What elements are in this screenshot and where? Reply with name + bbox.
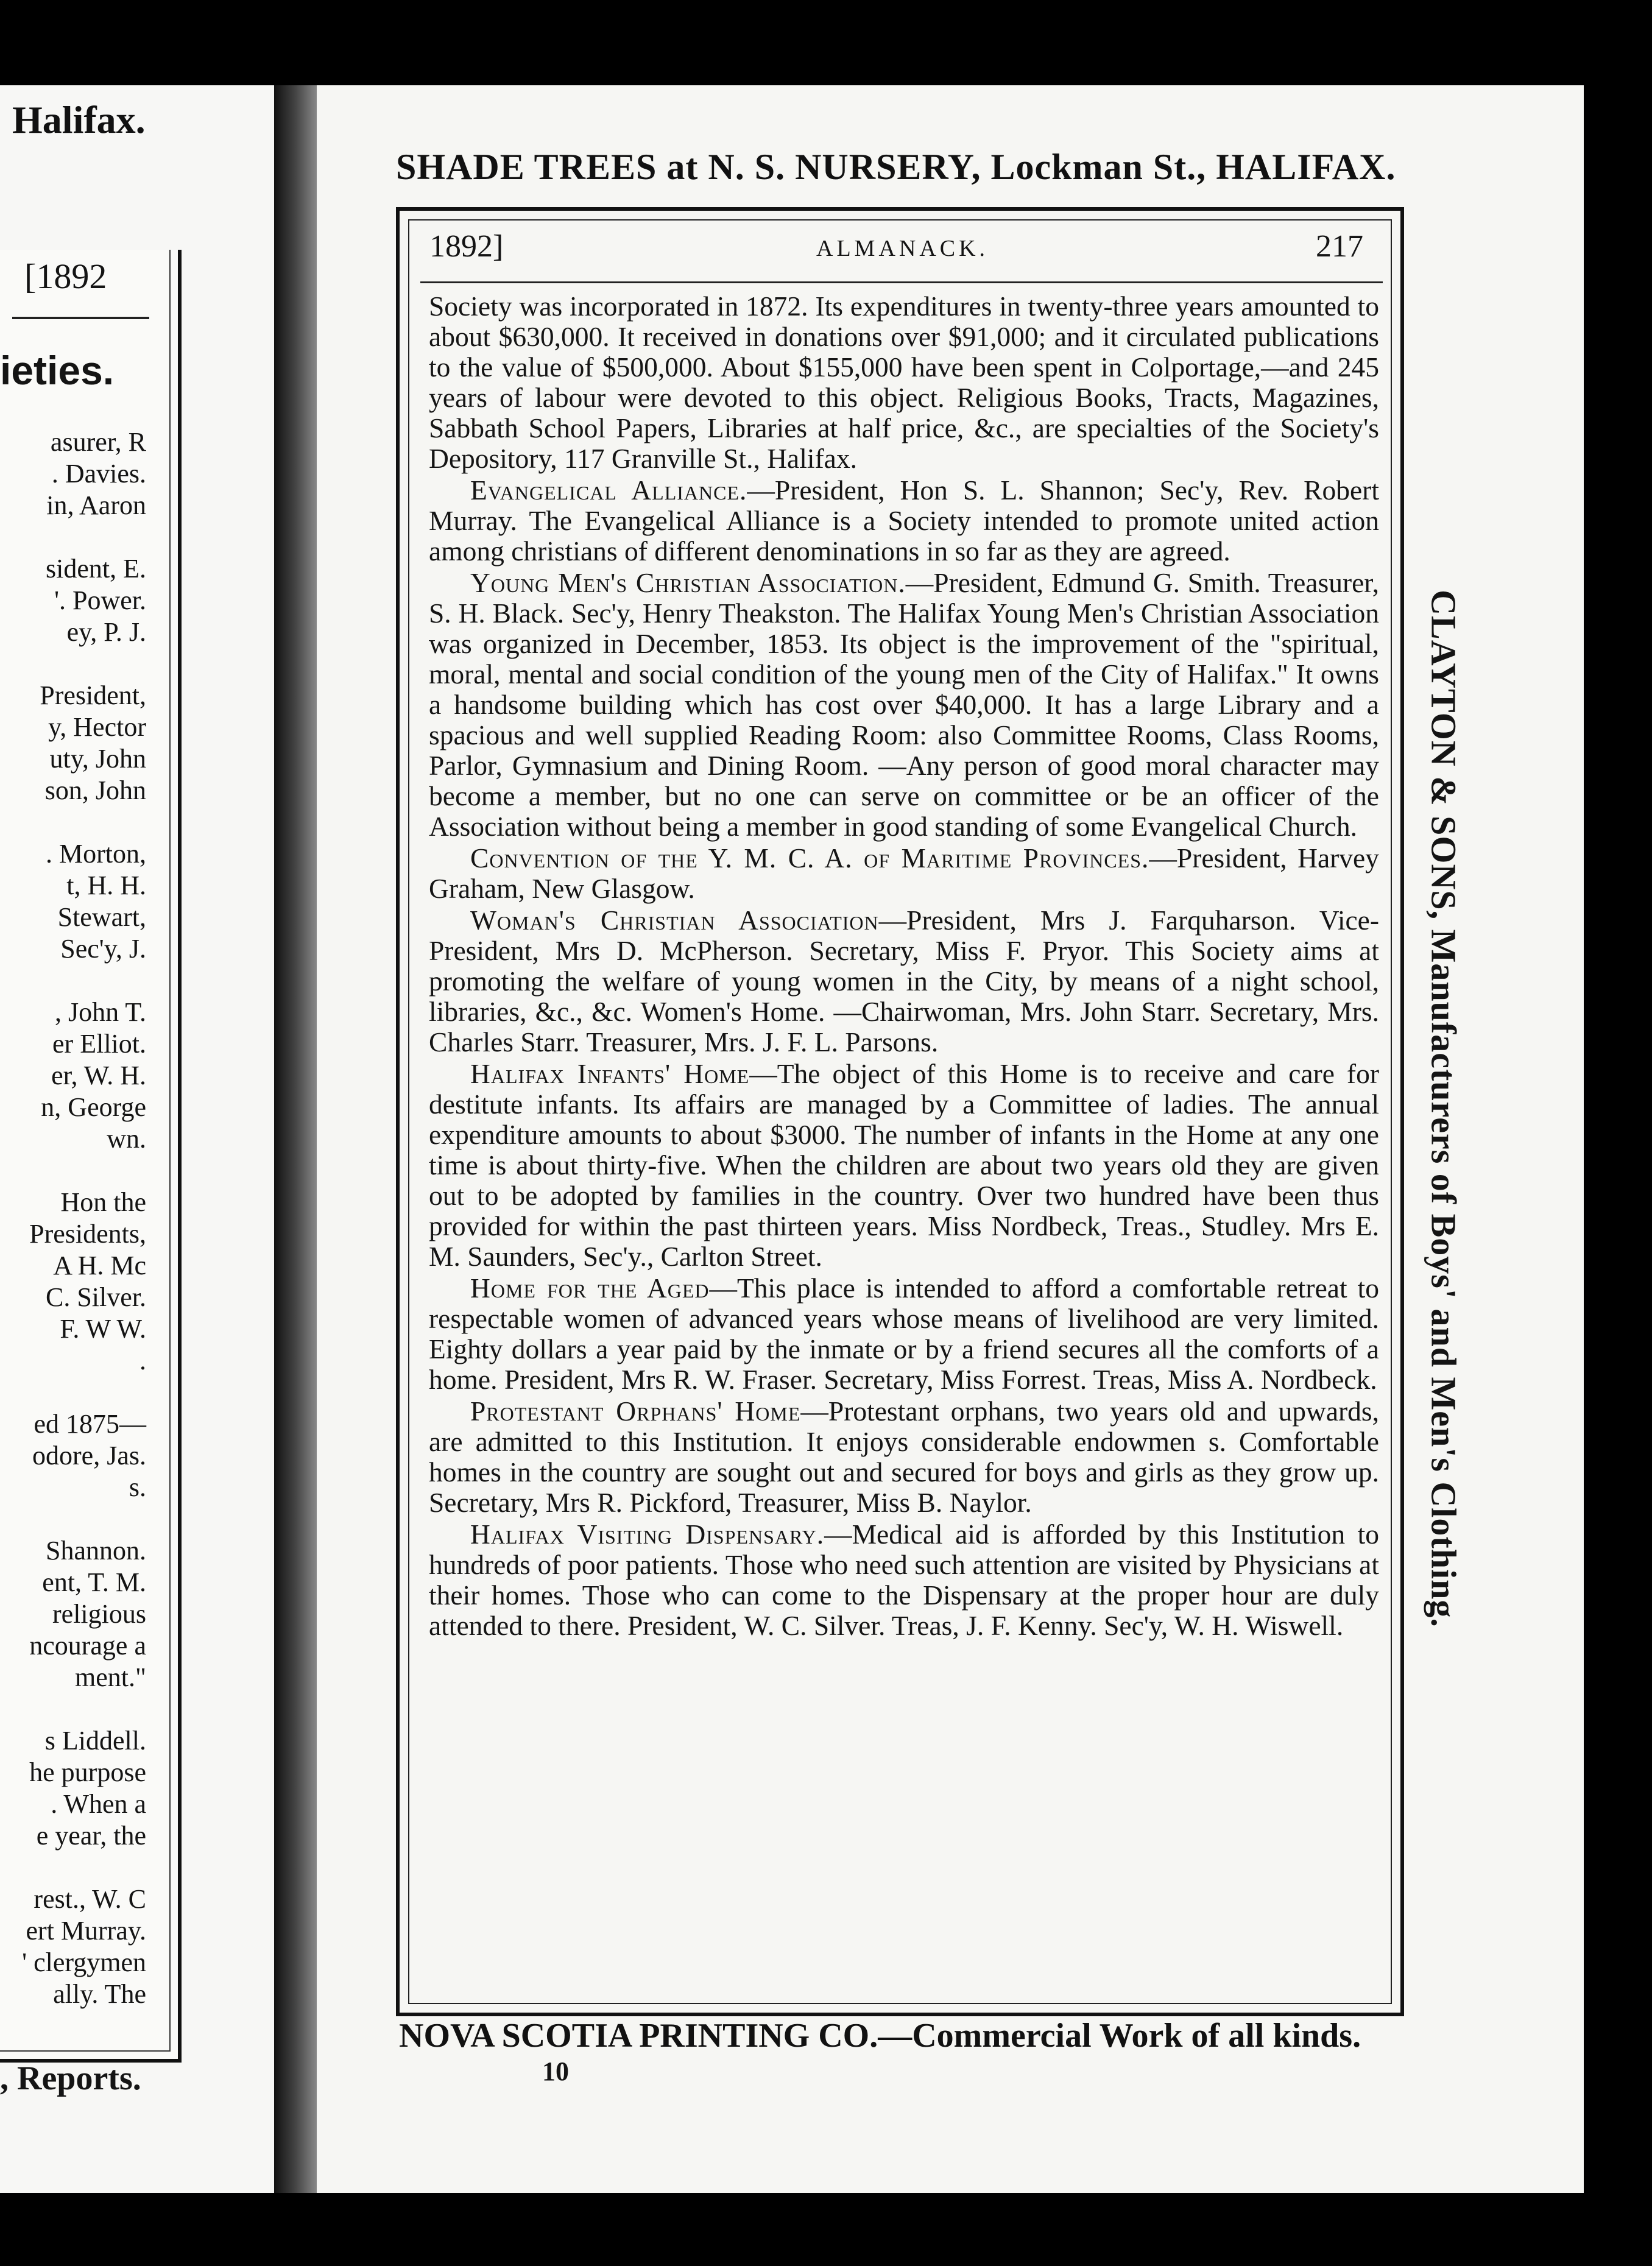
left-text-line: ent, T. M. [42,1567,146,1597]
left-running-head: Halifax. [12,98,146,141]
page-number: 217 [1316,229,1363,264]
left-text-line: n, George [41,1092,146,1122]
paragraph-text: —Medical aid is afforded by this Institution to hundreds of poor patients. Those who need such attention are visited by Physicians at their homes. Those who can come to the Dispensary at the proper hour are duly attended to there. President, W. C. Silver. Treas, J. F. Kenny. Sec'y, W. H. Wiswell. [429,1519,1379,1641]
paragraph [429,843,1379,904]
paragraph [429,568,1379,842]
left-text-line: er, W. H. [51,1061,146,1090]
paragraph [429,905,1379,1057]
left-text-line: sident, E. [46,554,146,584]
paragraph [429,1273,1379,1395]
page-header-year: 1892] [429,229,504,264]
paragraph [429,1519,1379,1641]
left-text-line [0,1155,146,1187]
left-text-line: s Liddell. [44,1726,146,1756]
paragraph-heading: Home for the Aged [470,1272,710,1304]
side-advertisement [1413,585,1474,1632]
paragraph-heading: Young Men's Christian Association. [470,567,906,598]
left-text-line: asurer, R [50,427,146,457]
left-text-line [0,1693,146,1725]
side-ad-text: CLAYTON & SONS, Manufacturers of Boys' and Men's Clothing. [1424,590,1464,1628]
paragraph-text: —President, Hon S. L. Shannon; Sec'y, Rev. Robert Murray. The Evangelical Alliance is a Society intended to promote united action among christians of different denominations in so far as they are agreed. [429,475,1379,566]
left-text-line: Stewart, [57,902,146,932]
left-text-line: '. Power. [54,585,146,615]
paragraph [429,1396,1379,1518]
left-text-line: ' clergymen [22,1947,146,1977]
paragraph-heading: Convention of the Y. M. C. A. of Maritime Provinces. [470,842,1149,874]
left-text-line: ment." [75,1662,146,1692]
paragraph-text: —President, Harvey Graham, New Glasgow. [429,842,1379,904]
left-text-line: Shannon. [46,1536,146,1565]
left-text-line: odore, Jas. [32,1441,146,1470]
left-text-line: e year, the [36,1821,146,1851]
left-text-line: ncourage a [29,1631,146,1661]
left-text-line [0,521,146,553]
left-text-line: wn. [107,1124,146,1154]
paragraph-heading: Protestant Orphans' Home [470,1396,801,1427]
paragraph-text: Society was incorporated in 1872. Its expenditures in twenty-three years amounted to about $630,000. It received in donations over $91,000; and it circulated publications to the value of $500,000. About $155,000 have been spent in Colportage,—and 245 years of labour were devoted to this object. Religious Books, Tracts, Magazines, Sabbath School Papers, Libraries at half price, &c., are specialties of the Society's Depository, 117 Granville St., Halifax. [429,291,1379,474]
left-text-line: t, H. H. [66,870,146,900]
left-footer: , Reports. [0,2060,141,2097]
paragraph-text: —The object of this Home is to receive and care for destitute infants. Its affairs are managed by a Committee of ladies. The annual expenditure amounts to about $3000. The number of infants in the Home at any one time is about thirty-five. When the children are about two years old they are given out to be adopted by families in the country. Over two hundred have been thus provided for within the past thirteen years. Miss Nordbeck, Treas., Studley. Mrs E. M. Saunders, Sec'y., Carlton Street. [429,1058,1379,1272]
left-text-line [0,1852,146,1883]
left-text-line: he purpose [29,1757,146,1787]
left-text-line: C. Silver. [45,1282,146,1312]
left-text-line: ed 1875— [34,1409,146,1439]
body-text [429,291,1379,1642]
header-rule [420,281,1383,283]
left-text-line: s. [129,1472,146,1502]
left-page-year: [1892 [24,256,107,296]
paragraph-text: —President, Edmund G. Smith. Treasurer, S. H. Black. Sec'y, Henry Theakston. The Halifax Young Men's Christian Association was organized in December, 1853. Its object is the improvement of the "spiritual, moral, mental and social condition of the young men of the City of Halifax." It owns a handsome building which has cost over $40,000. It has a large Library and a spacious and well supplied Reading Room: also Committee Rooms, Class Rooms, Parlor, Gymnasium and Dining Room. —Any person of good moral character may become a member, but no one can serve on committee or be an officer of the Association without being a member in good standing of some Evangelical Church. [429,567,1379,842]
paragraph-heading: Halifax Infants' Home [470,1058,750,1089]
left-text-line: Hon the [60,1187,146,1217]
page-header-title: ALMANACK. [816,236,989,261]
left-text-line [0,807,146,838]
left-text-line: . Morton, [46,839,146,869]
left-page-text [0,426,146,2010]
left-text-line: ey, P. J. [66,617,146,647]
left-text-line: F. W W. [60,1314,146,1344]
paragraph-text: —Protestant orphans, two years old and upwards, are admitted to this Institution. It enjoys considerable endowmen s. Comfortable homes in the country are sought out and secured for boys and girls as they grow up. Secretary, Mrs R. Pickford, Treasurer, Miss B. Naylor. [429,1396,1379,1518]
left-text-line: son, John [44,775,146,805]
left-text-line: Presidents, [29,1219,146,1249]
left-text-line: , John T. [55,997,146,1027]
paragraph-heading: Woman's Christian Association [470,905,879,936]
left-text-line: A H. Mc [53,1251,146,1280]
paragraph-text: —This place is intended to afford a comfortable retreat to respectable women of advanced years whose means of livelihood are very limited. Eighty dollars a year paid by the inmate or by a friend secures all the comforts of a home. President, Mrs R. W. Fraser. Secretary, Miss Forrest. Treas, Miss A. Nordbeck. [429,1272,1379,1395]
left-text-line: in, Aaron [46,490,146,520]
left-text-line: y, Hector [48,712,146,742]
left-text-line: ally. The [53,1979,146,2009]
left-header-rule [12,317,149,319]
paragraph [429,1059,1379,1272]
paragraph-text: —President, Mrs J. Farquharson. Vice-President, Mrs D. McPherson. Secretary, Miss F. Pryor. This Society aims at promoting the welfare of young women in the City, by means of a night school, libraries, &c., &c. Women's Home. —Chairwoman, Mrs. John Starr. Secretary, Mrs. Charles Starr. Treasurer, Mrs. J. F. L. Parsons. [429,905,1379,1057]
left-text-line: ert Murray. [26,1916,146,1946]
running-head-ad: SHADE TREES at N. S. NURSERY, Lockman St., HALIFAX. [396,147,1396,187]
left-text-line [0,1377,146,1408]
left-text-line: uty, John [49,744,146,774]
paragraph [429,291,1379,474]
paragraph [429,475,1379,566]
left-text-line: religious [52,1599,146,1629]
left-text-line [0,648,146,680]
footer-advertisement: NOVA SCOTIA PRINTING CO.—Commercial Work of all kinds. [399,2017,1361,2055]
left-text-line: er Elliot. [52,1029,146,1059]
left-text-line: Sec'y, J. [60,934,146,964]
left-text-line [0,965,146,997]
paragraph-heading: Halifax Visiting Dispensary. [470,1519,825,1550]
left-text-line: President, [40,680,146,710]
left-text-line [0,1503,146,1535]
left-text-line: . Davies. [51,459,146,489]
left-text-line: rest., W. C [34,1884,146,1914]
paragraph-heading: Evangelical Alliance. [470,475,747,506]
signature-mark: 10 [542,2056,569,2086]
left-text-line: . [139,1346,146,1375]
left-text-line: . When a [51,1789,146,1819]
left-section-title: ieties. [0,348,115,393]
